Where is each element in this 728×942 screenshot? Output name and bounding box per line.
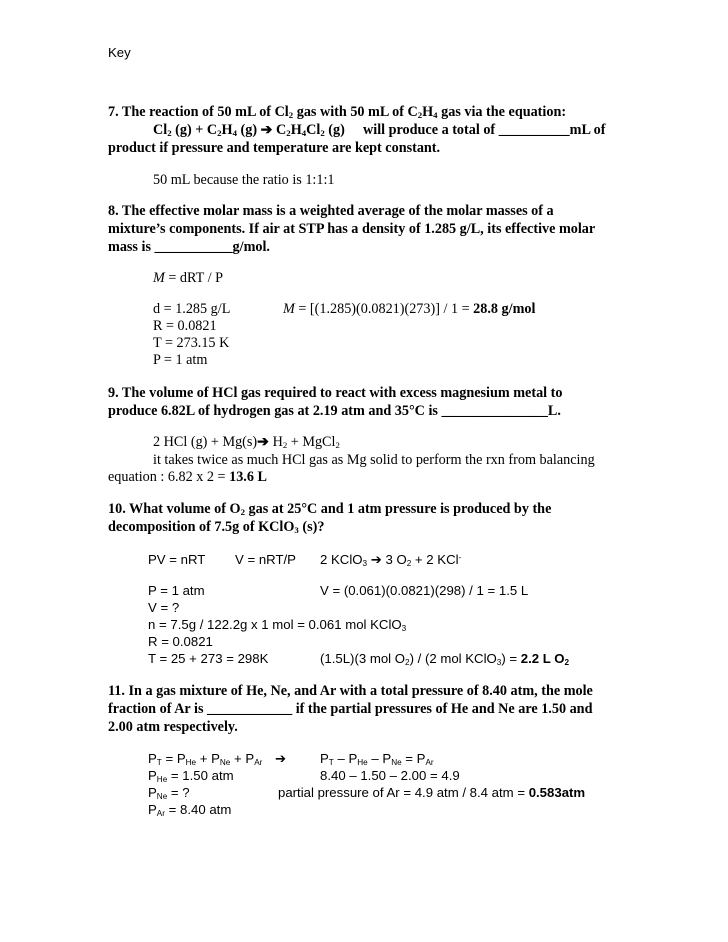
q10-gas-constant: R = 0.0821: [148, 634, 213, 649]
header-title: Key: [108, 45, 131, 60]
q7-equation: $Cl_2$ $(g) + C_2H_4$ (g) ➔ $C_2H_4Cl_2$ (g): [153, 122, 345, 139]
q10-volume-unknown: V = ?: [148, 600, 180, 615]
right-arrow-icon: ➔: [257, 434, 270, 450]
q10-moles: n = 7.5g / 122.2g x 1 mol = 0.061 mol KClO$_3$: [148, 617, 407, 634]
q9-line-1: 9. The volume of HCl gas required to react with excess magnesium metal to: [108, 385, 563, 401]
q11-line-2: fraction of Ar is ____________ if the partial pressures of He and Ne are 1.50 and: [108, 701, 593, 717]
q10-temperature: T = 25 + 273 = 298K: [148, 651, 269, 666]
q10-volume-calculation: V = (0.061)(0.0821)(298) / 1 = 1.5 L: [320, 583, 529, 598]
q7-answer: 50 mL because the ratio is 1:1:1: [153, 172, 335, 188]
q9-equation: 2 HCl (g) + Mg(s)➔ $H_2$ + MgCl$_2$: [153, 434, 340, 451]
right-arrow-icon: ➔: [275, 751, 287, 766]
q8-line-2: mixture’s components. If air at STP has a density of 1.285 g/L, its effective molar: [108, 221, 596, 237]
q11-argon-pressure: $P_{Ar} = 8.40$ atm: [148, 802, 232, 819]
q11-partial-pressure: partial pressure of Ar = 4.9 atm / 8.4 atm = 0.583atm: [278, 785, 586, 800]
q9-line-2: produce 6.82L of hydrogen gas at 2.19 atm and 35°C is _______________L.: [108, 403, 561, 419]
q11-rearranged: $P_T - P_{He} - P_{Ne} = P_{Ar}$: [320, 751, 434, 768]
q8-pressure: P = 1 atm: [153, 352, 208, 368]
right-arrow-icon: ➔: [260, 122, 273, 138]
q9-answer-line-2: equation : 6.82 x 2 = 13.6 L: [108, 469, 267, 485]
q10-reaction: 2 KClO$_3$ ➔ 3 $O_2 + 2$ KCl-: [320, 552, 462, 569]
q11-helium-pressure: $P_{He} = 1.50$ atm: [148, 768, 234, 785]
q11-calculation: 8.40 – 1.50 – 2.00 = 4.9: [320, 768, 460, 783]
q11-line-3: 2.00 atm respectively.: [108, 719, 238, 735]
q7-line-2-tail: will produce a total of __________mL of: [363, 122, 606, 138]
q10-volume-formula: V = nRT/P: [235, 552, 296, 567]
q10-final-answer: (1.5L)(3 mol $O_2) / (2$ mol KClO$_3$) = 2.2 L $O_2$: [320, 651, 570, 668]
q10-pressure: P = 1 atm: [148, 583, 205, 598]
q8-line-1: 8. The effective molar mass is a weighted average of the molar masses of a: [108, 203, 554, 219]
q8-temperature: T = 273.15 K: [153, 335, 230, 351]
q8-gas-constant: R = 0.0821: [153, 318, 217, 334]
q7-line-1: 7. The reaction of 50 mL of $Cl_2$ gas with 50 mL of $C_2H_4$ gas via the equation:: [108, 104, 567, 121]
q8-line-3: mass is ___________g/mol.: [108, 239, 270, 255]
q9-answer-line-1: it takes twice as much HCl gas as Mg solid to perform the rxn from balancing: [153, 452, 595, 468]
right-arrow-icon: ➔: [370, 552, 382, 567]
q8-calculation: M = [(1.285)(0.0821)(273)] / 1 = 28.8 g/mol: [283, 301, 536, 317]
q8-formula: M = dRT / P: [153, 270, 223, 286]
q11-neon-pressure: $P_{Ne}$ = ?: [148, 785, 190, 802]
q10-ideal-gas-law: PV = nRT: [148, 552, 206, 567]
q8-density: d = 1.285 g/L: [153, 301, 231, 317]
q10-line-2: decomposition of 7.5g of KClO$_3$ (s)?: [108, 519, 325, 536]
q7-line-3: product if pressure and temperature are kept constant.: [108, 140, 441, 156]
q10-line-1: 10. What volume of $O_2$ gas at 25°C and 1 atm pressure is produced by the: [108, 501, 552, 518]
q11-total-pressure: $P_T = P_{He} + P_{Ne} + P_{Ar}$: [148, 751, 263, 768]
q11-line-1: 11. In a gas mixture of He, Ne, and Ar with a total pressure of 8.40 atm, the mole: [108, 683, 593, 699]
